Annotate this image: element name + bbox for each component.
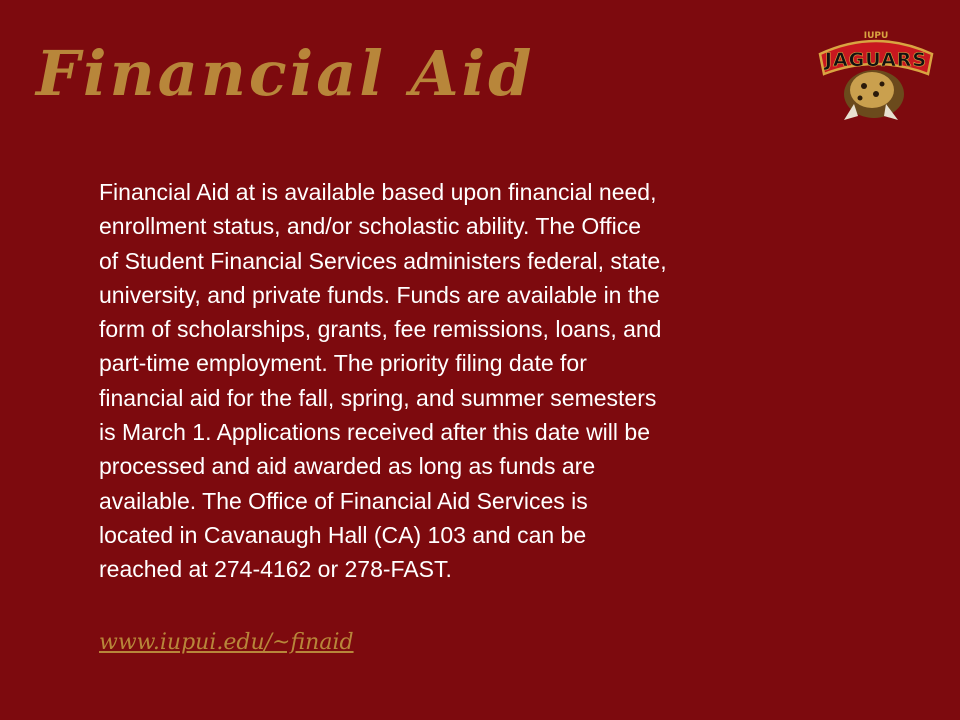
body-line: form of scholarships, grants, fee remissions, loans, and — [99, 316, 662, 343]
body-line: financial aid for the fall, spring, and summer semesters — [99, 384, 657, 411]
body-paragraph — [99, 175, 839, 587]
logo-subtext: IUPU — [863, 31, 889, 41]
body-line: located in Cavanaugh Hall (CA) 103 and can be — [99, 521, 587, 548]
jaguars-logo-icon — [814, 24, 938, 124]
body-line: reached at 274-4162 or 278-FAST. — [99, 556, 452, 583]
logo-wordmark: JAGUARS — [824, 49, 928, 71]
body-line: available. The Office of Financial Aid Services is — [99, 487, 588, 514]
body-line: is March 1. Applications received after this date will be — [99, 419, 650, 446]
body-line: university, and private funds. Funds are available in the — [99, 281, 660, 308]
body-line: processed and aid awarded as long as funds are — [99, 453, 596, 480]
body-line: enrollment status, and/or scholastic ability. The Office — [99, 213, 642, 240]
body-line: Financial Aid at is available based upon financial need, — [99, 179, 657, 205]
body-line: part-time employment. The priority filing date for — [99, 350, 587, 377]
slide-title: Financial Aid — [36, 37, 535, 110]
body-line: of Student Financial Services administers federal, state, — [99, 247, 667, 274]
finaid-website-link[interactable]: www.iupui.edu/~finaid — [99, 630, 354, 655]
